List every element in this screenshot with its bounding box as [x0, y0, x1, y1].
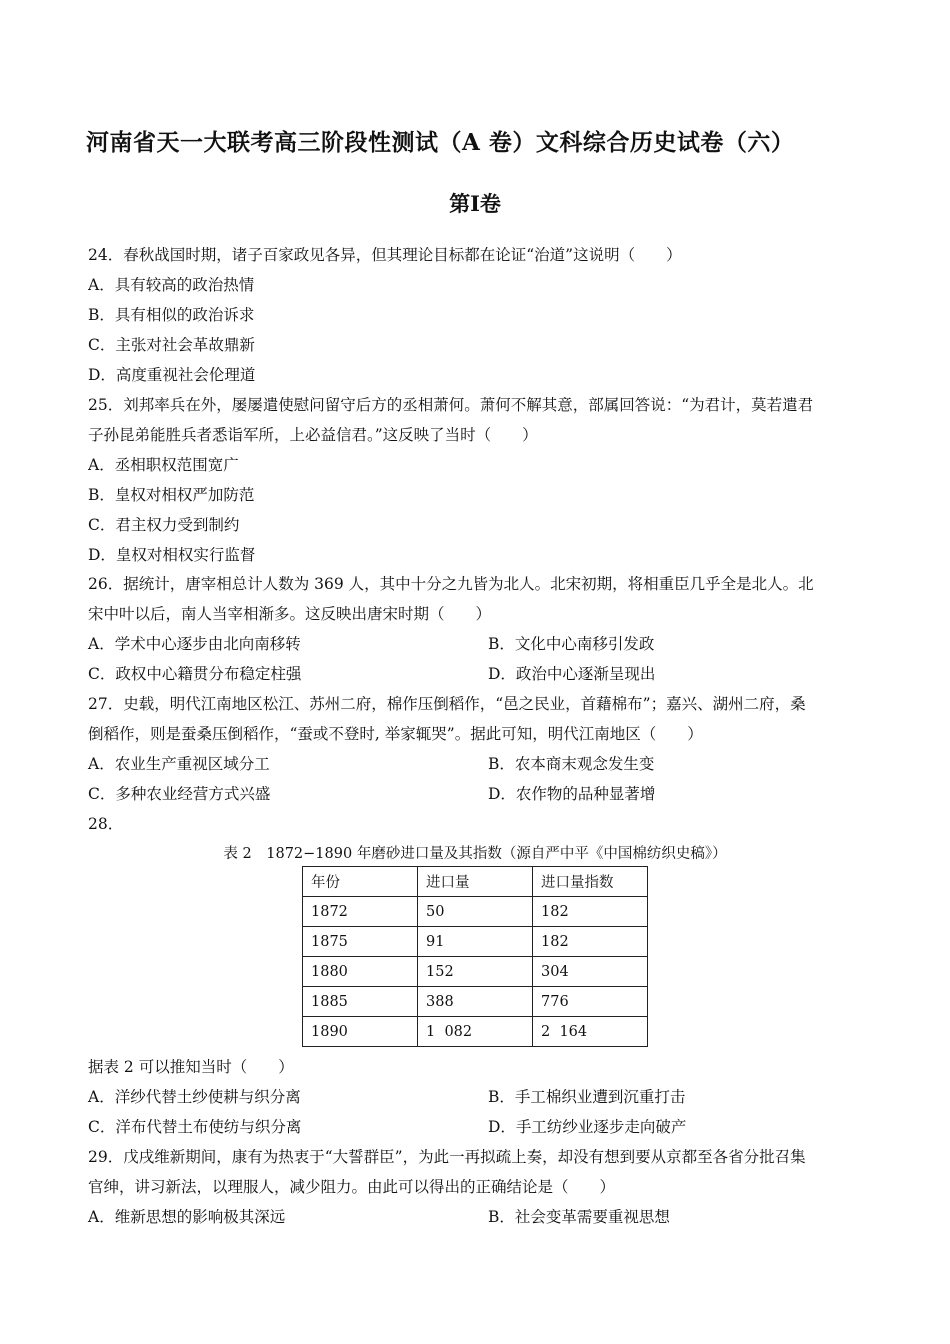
table-cell: 1890	[303, 1017, 418, 1047]
q25-option-b: B．皇权对相权严加防范	[88, 486, 255, 504]
table-cell: 304	[533, 957, 648, 987]
q26-option-a: A．学术中心逐步由北向南移转	[88, 635, 301, 653]
table-cell: 1872	[303, 897, 418, 927]
table-cell: 182	[533, 897, 648, 927]
import-table	[302, 866, 648, 1047]
table-row	[303, 897, 648, 927]
table-cell: 2 164	[533, 1017, 648, 1047]
q24-option-c: C．主张对社会革故鼎新	[88, 336, 255, 354]
table-cell: 1885	[303, 987, 418, 1017]
q28-option-b: B．手工棉织业遭到沉重打击	[488, 1088, 686, 1106]
q24-option-b: B．具有相似的政治诉求	[88, 306, 255, 324]
question-24-stem: 24．春秋战国时期，诸子百家政见各异，但其理论目标都在论证“治道”这说明（ ）	[88, 246, 682, 264]
question-26-stem-line2: 宋中叶以后，南人当宰相渐多。这反映出唐宋时期（ ）	[88, 605, 492, 623]
question-27-stem-line1: 27．史载，明代江南地区松江、苏州二府，棉作压倒稻作，“邑之民业，首藉棉布”；嘉兴、湖州二府，桑	[88, 695, 806, 713]
question-28-number: 28．	[88, 815, 124, 833]
q25-option-d: D．皇权对相权实行监督	[88, 546, 256, 564]
table-cell: 152	[418, 957, 533, 987]
question-28-stem: 据表 2 可以推知当时（ ）	[88, 1058, 294, 1076]
question-29-stem-line2: 官绅，讲习新法，以理服人，减少阻力。由此可以得出的正确结论是（ ）	[88, 1178, 616, 1196]
question-27-stem-line2: 倒稻作，则是蚕桑压倒稻作，“蚕或不登时, 举家辄哭”。据此可知，明代江南地区（ ）	[88, 725, 703, 743]
table-caption: 表 2 1872−1890 年磨砂进口量及其指数（源自严中平《中国棉纺织史稿》）	[223, 846, 727, 862]
table-cell: 1875	[303, 927, 418, 957]
q29-option-b: B．社会变革需要重视思想	[488, 1208, 670, 1226]
table-header-cell: 进口量	[418, 867, 533, 897]
exam-title: 河南省天一大联考高三阶段性测试（A 卷）文科综合历史试卷（六）	[86, 129, 795, 156]
q26-option-b: B．文化中心南移引发政	[488, 635, 655, 653]
section-heading: 第Ⅰ卷	[449, 191, 501, 216]
question-25-stem-line1: 25．刘邦率兵在外，屡屡遣使慰问留守后方的丞相萧何。萧何不解其意，部属回答说：“为君计，莫若遣君	[88, 396, 814, 414]
table-cell: 388	[418, 987, 533, 1017]
q26-option-d: D．政治中心逐渐呈现出	[488, 665, 656, 683]
q27-option-a: A．农业生产重视区域分工	[88, 755, 270, 773]
table-cell: 91	[418, 927, 533, 957]
q28-option-d: D．手工纺纱业逐步走向破产	[488, 1118, 687, 1136]
q28-option-a: A．洋纱代替土纱使耕与织分离	[88, 1088, 301, 1106]
q24-option-a: A．具有较高的政治热情	[88, 276, 255, 294]
question-26-stem-line1: 26．据统计，唐宰相总计人数为 369 人，其中十分之九皆为北人。北宋初期，将相重臣几乎全是北人。北	[88, 575, 814, 593]
q27-option-b: B．农本商末观念发生变	[488, 755, 655, 773]
table-cell: 50	[418, 897, 533, 927]
q28-option-c: C．洋布代替土布使纺与织分离	[88, 1118, 302, 1136]
table-row	[303, 987, 648, 1017]
table-cell: 1880	[303, 957, 418, 987]
table-header-cell: 年份	[303, 867, 418, 897]
table-header-cell: 进口量指数	[533, 867, 648, 897]
table-cell: 776	[533, 987, 648, 1017]
q26-option-c: C．政权中心籍贯分布稳定柱强	[88, 665, 302, 683]
table-row	[303, 927, 648, 957]
table-row	[303, 1017, 648, 1047]
q27-option-c: C．多种农业经营方式兴盛	[88, 785, 271, 803]
question-25-stem-line2: 子孙昆弟能胜兵者悉诣军所，上必益信君。”这反映了当时（ ）	[88, 426, 538, 444]
q24-option-d: D．高度重视社会伦理道	[88, 366, 256, 384]
q25-option-c: C．君主权力受到制约	[88, 516, 240, 534]
table-row	[303, 957, 648, 987]
q29-option-a: A．维新思想的影响极其深远	[88, 1208, 286, 1226]
q25-option-a: A．丞相职权范围宽广	[88, 456, 239, 474]
question-29-stem-line1: 29．戊戌维新期间，康有为热衷于“大誓群臣”，为此一再拟疏上奏，却没有想到要从京都至各省分批召集	[88, 1148, 806, 1166]
table-cell: 1 082	[418, 1017, 533, 1047]
table-cell: 182	[533, 927, 648, 957]
q27-option-d: D．农作物的品种显著增	[488, 785, 656, 803]
table-header-row	[303, 867, 648, 897]
